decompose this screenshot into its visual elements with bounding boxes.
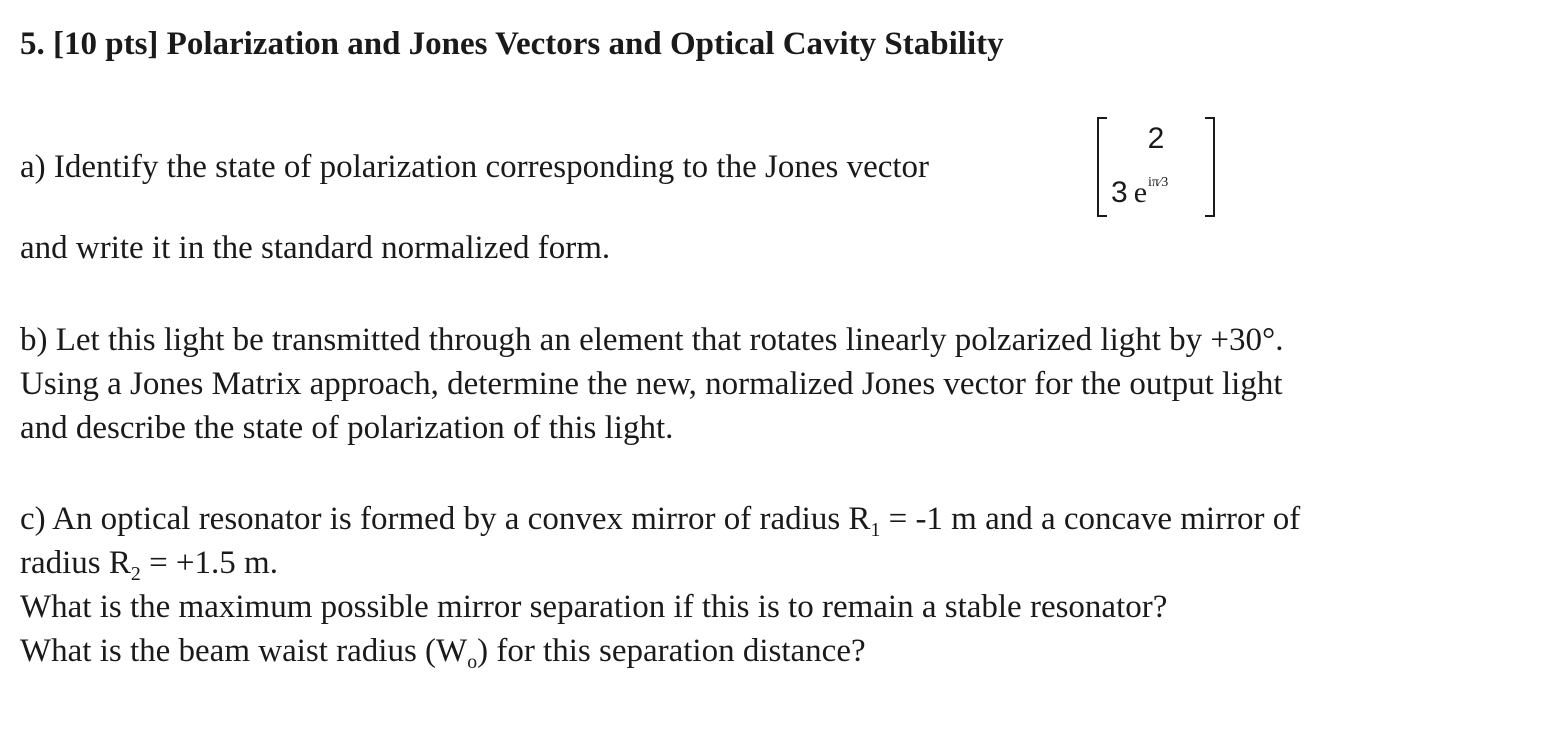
jones-bottom-coeff: 3 xyxy=(1111,176,1128,209)
w0-subscript: o xyxy=(467,650,478,673)
r1-subscript: 1 xyxy=(870,518,881,541)
jones-vector-top: 2 xyxy=(1147,122,1165,155)
jones-bottom-base: e xyxy=(1133,176,1148,209)
jones-vector xyxy=(1097,117,1215,217)
part-c-line-1-text-b: = -1 m and a concave mirror of xyxy=(880,501,1301,537)
problem-title: 5. [10 pts] Polarization and Jones Vectors and Optical Cavity Stability xyxy=(20,26,1004,62)
part-c-line-4-text-a: What is the beam waist radius (W xyxy=(20,633,468,669)
part-b-line-2: Using a Jones Matrix approach, determine the new, normalized Jones vector for the output light xyxy=(20,366,1283,402)
part-b-line-3: and describe the state of polarization of this light. xyxy=(20,410,674,446)
right-bracket xyxy=(1205,117,1215,217)
part-c-line-4 xyxy=(20,631,866,671)
part-b-line-1: b) Let this light be transmitted through an element that rotates linearly polzarized light by +30°. xyxy=(20,322,1284,358)
jones-bottom-exponent: iπ⁄3 xyxy=(1148,175,1169,190)
part-c-line-1-text-a: c) An optical resonator is formed by a convex mirror of radius R xyxy=(20,501,871,537)
part-c-line-2-text-a: radius R xyxy=(20,545,131,581)
part-c-line-4-text-b: ) for this separation distance? xyxy=(477,633,866,669)
r2-subscript: 2 xyxy=(130,562,141,585)
part-c-line-2 xyxy=(20,543,278,583)
part-c-line-3: What is the maximum possible mirror separation if this is to remain a stable resonator? xyxy=(20,589,1168,625)
part-c-line-2-text-b: = +1.5 m. xyxy=(140,545,278,581)
part-a-line-2: and write it in the standard normalized form. xyxy=(20,230,611,266)
part-a-line-1: a) Identify the state of polarization corresponding to the Jones vector xyxy=(20,149,930,185)
part-c-line-1 xyxy=(20,499,1300,539)
jones-vector-bottom xyxy=(1111,175,1168,217)
